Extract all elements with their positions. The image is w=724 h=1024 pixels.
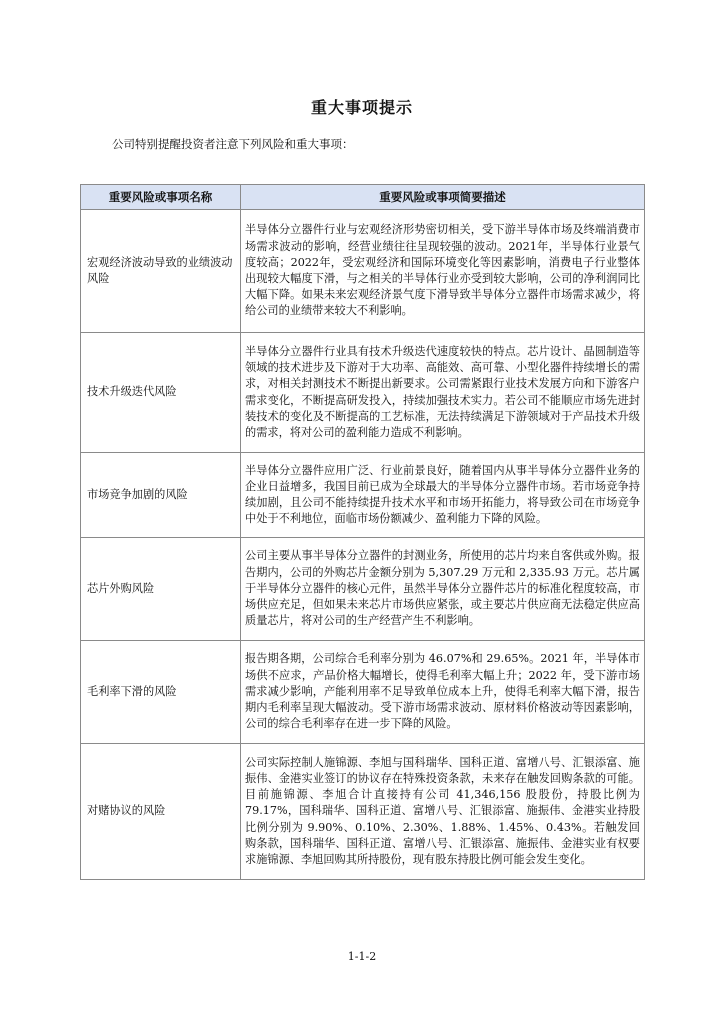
risk-name: 市场竞争加剧的风险 xyxy=(81,453,241,538)
table-row xyxy=(81,744,645,880)
page-title: 重大事项提示 xyxy=(310,98,413,117)
risk-description: 半导体分立器件行业具有技术升级迭代速度较快的特点。芯片设计、晶圆制造等领域的技术进步及下游对于大功率、高能效、高可靠、小型化器件持续增长的需求，对相关封测技术不断提出新要求。公司需紧跟行业技术发展方向和下游客户需求变化，不断提高研发投入，持续加强技术实力。若公司不能顺应市场先进封装技术的变化及不断提高的工艺标准，无法持续满足下游领域对于产品技术升级的需求，将对公司的盈利能力造成不利影响。 xyxy=(241,333,645,453)
table-header-row xyxy=(81,185,645,210)
risk-description: 公司实际控制人施锦源、李旭与国科瑞华、国科正道、富增八号、汇银添富、施振伟、金港实业签订的协议存在特殊投资条款，未来存在触发回购条款的可能。目前施锦源、李旭合计直接持有公司 41,346,156 股股份，持股比例为 79.17%，国科瑞华、国科正道、富增八号、汇银添富、施振伟、金港实业持股比例分别为 9.90%、0.10%、2.30%、1.88%、1.45%、0.43%。若触发回购条款，国科瑞华、国科正道、富增八号、汇银添富、施振伟、金港实业有权要求施锦源、李旭回购其所持股份，现有股东持股比例可能会发生变化。 xyxy=(241,744,645,880)
header-risk-description: 重要风险或事项简要描述 xyxy=(241,185,645,210)
risk-description: 报告期各期，公司综合毛利率分别为 46.07%和 29.65%。2021 年，半导体市场供不应求，产品价格大幅增长，使得毛利率大幅上升；2022 年，受下游市场需求减少影响，产能利用率不足导致单位成本上升，使得毛利率大幅下滑，报告期内毛利率呈现大幅波动。受下游市场需求波动、原材料价格波动等因素影响，公司的综合毛利率存在进一步下降的风险。 xyxy=(241,641,645,744)
risk-name: 毛利率下滑的风险 xyxy=(81,641,241,744)
risk-description: 半导体分立器件应用广泛、行业前景良好，随着国内从事半导体分立器件业务的企业日益增多，我国目前已成为全球最大的半导体分立器件市场。若市场竞争持续加剧，且公司不能持续提升技术水平和市场开拓能力，将导致公司在市场竞争中处于不利地位，面临市场份额减少、盈利能力下降的风险。 xyxy=(241,453,645,538)
risk-name: 芯片外购风险 xyxy=(81,538,241,641)
table-row xyxy=(81,333,645,453)
page-number: 1-1-2 xyxy=(347,950,377,963)
table-row xyxy=(81,538,645,641)
intro-text: 公司特别提醒投资者注意下列风险和重大事项： xyxy=(112,137,354,151)
table-row xyxy=(81,210,645,333)
table-row xyxy=(81,641,645,744)
table-row xyxy=(81,453,645,538)
risk-name: 对赌协议的风险 xyxy=(81,744,241,880)
risk-table xyxy=(80,184,645,880)
risk-name: 技术升级迭代风险 xyxy=(81,333,241,453)
risk-description: 公司主要从事半导体分立器件的封测业务，所使用的芯片均来自客供或外购。报告期内，公司的外购芯片金额分别为 5,307.29 万元和 2,335.93 万元。芯片属于半导体分立器件的核心元件，虽然半导体分立器件芯片的标准化程度较高，市场供应充足，但如果未来芯片市场供应紧张，或主要芯片供应商无法稳定供应高质量芯片，将对公司的生产经营产生不利影响。 xyxy=(241,538,645,641)
risk-name: 宏观经济波动导致的业绩波动风险 xyxy=(81,210,241,333)
risk-description: 半导体分立器件行业与宏观经济形势密切相关，受下游半导体市场及终端消费市场需求波动的影响，经营业绩往往呈现较强的波动。2021年，半导体行业景气度较高；2022年，受宏观经济和国际环境变化等因素影响，消费电子行业整体出现较大幅度下滑，与之相关的半导体行业亦受到较大影响，公司的净利润同比大幅下降。如果未来宏观经济景气度下滑导致半导体分立器件市场需求减少，将给公司的业绩带来较大不利影响。 xyxy=(241,210,645,333)
header-risk-name: 重要风险或事项名称 xyxy=(81,185,241,210)
